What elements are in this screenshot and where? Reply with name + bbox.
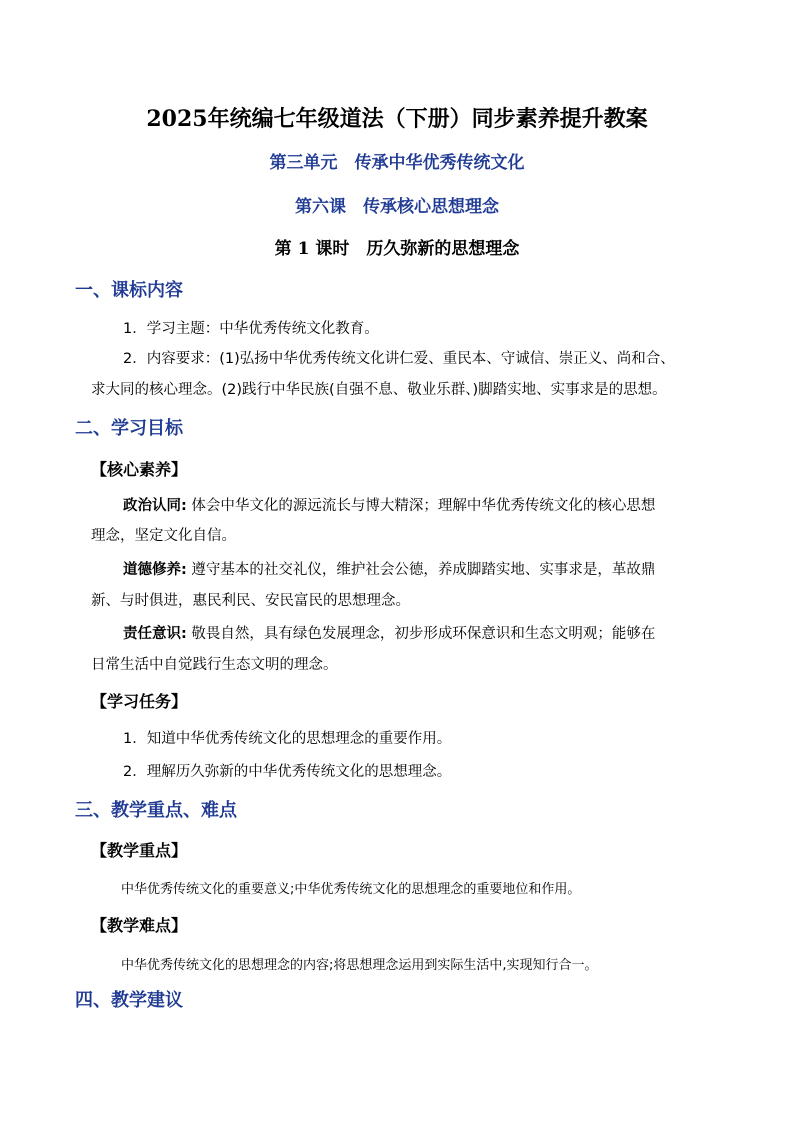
learning-task-1: 1．知道中华优秀传统文化的思想理念的重要作用。 (123, 731, 452, 747)
responsibility-line-1 (123, 622, 655, 643)
political-identity-line-1 (123, 494, 655, 515)
period-title: 第 1 课时 历久弥新的思想理念 (274, 239, 520, 259)
curriculum-item-1: 1．学习主题：中华优秀传统文化教育。 (123, 321, 379, 337)
moral-cultivation-label: 道德修养: (123, 562, 187, 578)
moral-cultivation-line-1 (123, 558, 655, 579)
responsibility-text: 敬畏自然，具有绿色发展理念，初步形成环保意识和生态文明观；能够在 (186, 626, 656, 642)
teaching-difficulty-text: 中华优秀传统文化的思想理念的内容;将思想理念运用到实际生活中,实现知行合一。 (121, 958, 598, 973)
moral-cultivation-text: 遵守基本的社交礼仪，维护社会公德，养成脚踏实地、实事求是，革故鼎 (186, 562, 656, 578)
main-title: 2025年统编七年级道法（下册）同步素养提升教案 (146, 106, 648, 132)
teaching-key-text: 中华优秀传统文化的重要意义;中华优秀传统文化的思想理念的重要地位和作用。 (121, 882, 581, 897)
lesson-title: 第六课 传承核心思想理念 (295, 197, 499, 217)
responsibility-line-2: 日常生活中自觉践行生态文明的理念。 (91, 657, 338, 673)
curriculum-item-2-line-2: 求大同的核心理念。(2)践行中华民族(自强不息、敬业乐群、)脚踏实地、实事求是的思想。 (91, 382, 667, 398)
political-identity-text: 体会中华文化的源远流长与博大精深；理解中华优秀传统文化的核心思想 (186, 498, 656, 514)
section-heading-curriculum: 一、课标内容 (75, 280, 183, 301)
section-heading-objectives: 二、学习目标 (75, 418, 183, 439)
section-heading-key-points: 三、教学重点、难点 (75, 800, 237, 821)
moral-cultivation-line-2: 新、与时俱进，惠民利民、安民富民的思想理念。 (91, 593, 410, 609)
curriculum-item-2-line-1: 2．内容要求：(1)弘扬中华优秀传统文化讲仁爱、重民本、守诚信、崇正义、尚和合、 (123, 351, 675, 367)
learning-task-2: 2．理解历久弥新的中华优秀传统文化的思想理念。 (123, 764, 452, 780)
responsibility-label: 责任意识: (123, 626, 187, 642)
section-heading-suggestions: 四、教学建议 (75, 990, 183, 1011)
teaching-difficulty-heading: 【教学难点】 (91, 916, 188, 935)
political-identity-line-2: 理念，坚定文化自信。 (91, 528, 236, 544)
core-literacy-heading: 【核心素养】 (91, 460, 188, 479)
unit-title: 第三单元 传承中华优秀传统文化 (269, 153, 525, 173)
learning-task-heading: 【学习任务】 (91, 692, 188, 711)
political-identity-label: 政治认同: (123, 498, 187, 514)
teaching-key-heading: 【教学重点】 (91, 841, 188, 860)
